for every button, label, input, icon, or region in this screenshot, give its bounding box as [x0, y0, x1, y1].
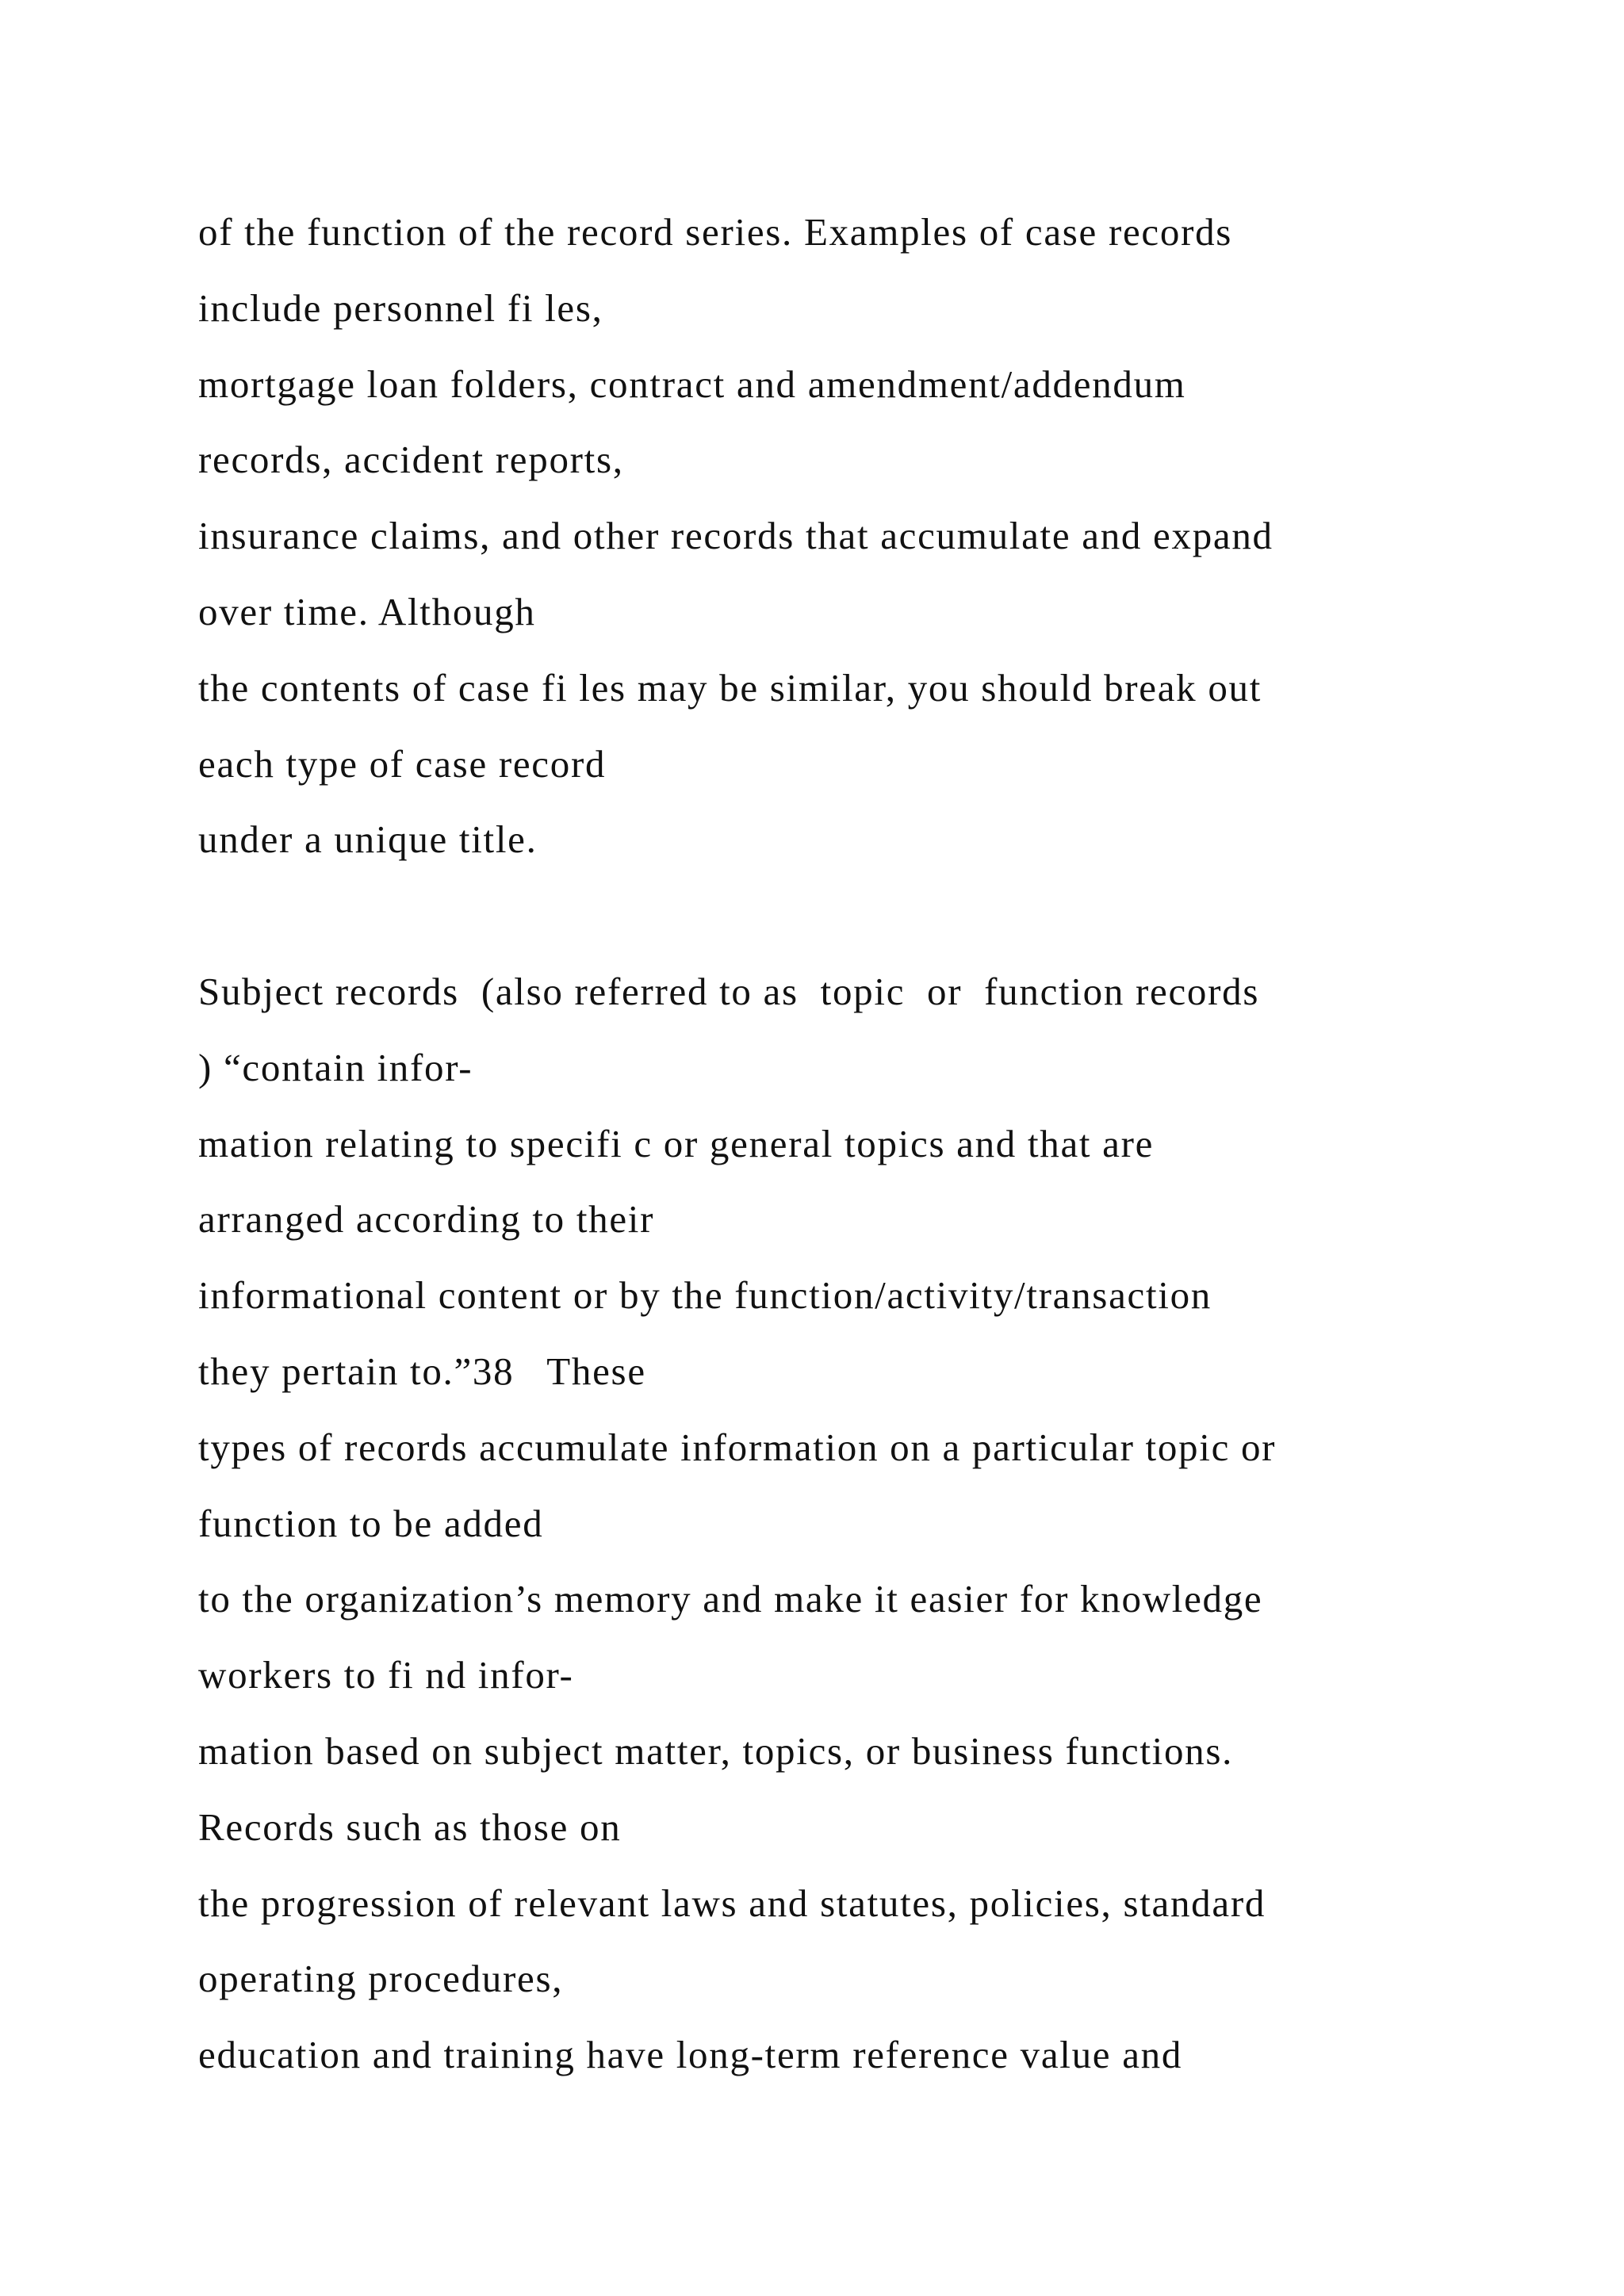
text-line: mation relating to specifi c or general topics and that are [198, 1121, 1155, 1165]
text-line: Records such as those on [198, 1804, 622, 1849]
text-line: the progression of relevant laws and statutes, policies, standard [198, 1881, 1266, 1925]
text-line: they pertain to.”38 These [198, 1349, 646, 1393]
text-line: of the function of the record series. Examples of case records [198, 210, 1233, 254]
text-line: the contents of case fi les may be similar, you should break out [198, 665, 1262, 710]
text-line: informational content or by the function/activity/transaction [198, 1273, 1212, 1318]
text-line: mation based on subject matter, topics, or business functions. [198, 1728, 1234, 1773]
text-line: operating procedures, [198, 1957, 564, 2001]
text-line: records, accident reports, [198, 438, 624, 482]
text-line: each type of case record [198, 741, 607, 786]
body-text [198, 194, 1546, 2093]
blank-line [198, 878, 1546, 954]
text-line: arranged according to their [198, 1197, 655, 1242]
text-line: include personnel fi les, [198, 285, 603, 330]
text-line: function to be added [198, 1501, 544, 1545]
text-line: mortgage loan folders, contract and amendment/addendum [198, 362, 1186, 406]
text-line: under a unique title. [198, 817, 538, 862]
text-line: Subject records (also referred to as topic or function records [198, 969, 1260, 1013]
text-line: types of records accumulate information on a particular topic or [198, 1425, 1277, 1469]
text-line: insurance claims, and other records that accumulate and expand [198, 514, 1274, 558]
text-line: to the organization’s memory and make it easier for knowledge [198, 1577, 1263, 1621]
text-line: workers to fi nd infor- [198, 1653, 574, 1697]
text-line: education and training have long-term reference value and [198, 2033, 1183, 2077]
text-line: over time. Although [198, 589, 536, 633]
text-line: ) “contain infor- [198, 1045, 473, 1089]
